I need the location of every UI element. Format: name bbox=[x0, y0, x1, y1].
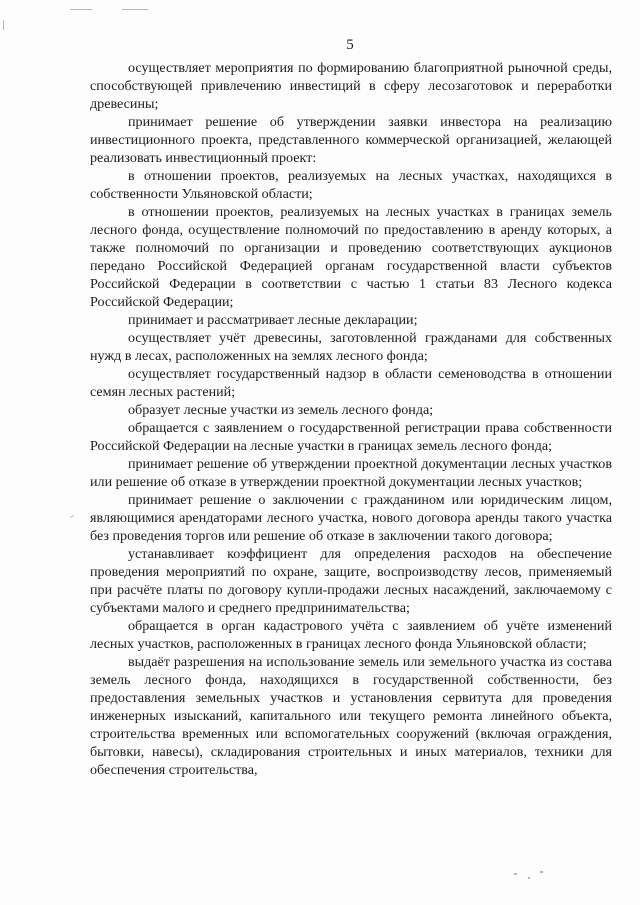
scan-mark bbox=[528, 877, 530, 879]
paragraph: в отношении проектов, реализуемых на лесных участках в границах земель лесного фонда, осуществление полномочий по предоставлению в аренду которых, а также полномочий по организации и проведению соответствующих аукционов передано Российской Федерацией органам государственной власти субъектов Российской Федерации в соответствии с частью 1 статьи 83 Лесного кодекса Российской Федерации; bbox=[90, 204, 612, 310]
scan-mark bbox=[70, 9, 92, 10]
scan-mark bbox=[540, 871, 543, 873]
scan-mark bbox=[70, 515, 74, 518]
paragraph: принимает решение об утверждении проектной документации лесных участков или решение об отказе в утверждении проектной документации лесных участков; bbox=[90, 456, 612, 490]
paragraph: осуществляет учёт древесины, заготовленной гражданами для собственных нужд в лесах, расположенных на землях лесного фонда; bbox=[90, 330, 612, 364]
paragraph: осуществляет государственный надзор в области семеноводства в отношении семян лесных растений; bbox=[90, 366, 612, 400]
paragraph: обращается с заявлением о государственной регистрации права собственности Российской Федерации на лесные участки в границах земель лесного фонда; bbox=[90, 420, 612, 454]
paragraph: в отношении проектов, реализуемых на лесных участках, находящихся в собственности Ульяновской области; bbox=[90, 168, 612, 202]
body-text bbox=[90, 59, 612, 779]
paragraph: образует лесные участки из земель лесного фонда; bbox=[128, 402, 434, 418]
paragraph: выдаёт разрешения на использование земель или земельного участка из состава земель лесного фонда, находящихся в государственной собственности, без предоставления земельных участков и установления сервитута для проведения инженерных изысканий, капитального или текущего ремонта линейного объекта, строительства временных или вспомогательных сооружений (включая ограждения, бытовки, навесы), складирования строительных и иных материалов, техники для обеспечения строительства, bbox=[90, 654, 612, 778]
paragraph: принимает решение о заключении с гражданином или юридическим лицом, являющимися арендаторами лесного участка, нового договора аренды такого участка без проведения торгов или решение об отказе в заключении такого договора; bbox=[90, 492, 612, 544]
paragraph: принимает и рассматривает лесные декларации; bbox=[128, 312, 418, 328]
paragraph: обращается в орган кадастрового учёта с заявлением об учёте изменений лесных участков, расположенных в границах лесного фонда Ульяновской области; bbox=[90, 618, 612, 652]
paragraph: устанавливает коэффициент для определения расходов на обеспечение проведения мероприятий по охране, защите, воспроизводству лесов, применяемый при расчёте платы по договору купли-продажи лесных насаждений, заключаемому с субъектами малого и среднего предпринимательства; bbox=[90, 546, 612, 616]
paragraph: принимает решение об утверждении заявки инвестора на реализацию инвестиционного проекта, представленного коммерческой организацией, желающей реализовать инвестиционный проект: bbox=[90, 114, 612, 166]
scan-mark bbox=[3, 20, 4, 30]
page-number: 5 bbox=[346, 37, 354, 53]
scan-mark bbox=[122, 9, 148, 10]
scan-mark bbox=[514, 873, 517, 875]
paragraph: осуществляет мероприятия по формированию благоприятной рыночной среды, способствующей привлечению инвестиций в сферу лесозаготовок и переработки древесины; bbox=[90, 60, 612, 112]
